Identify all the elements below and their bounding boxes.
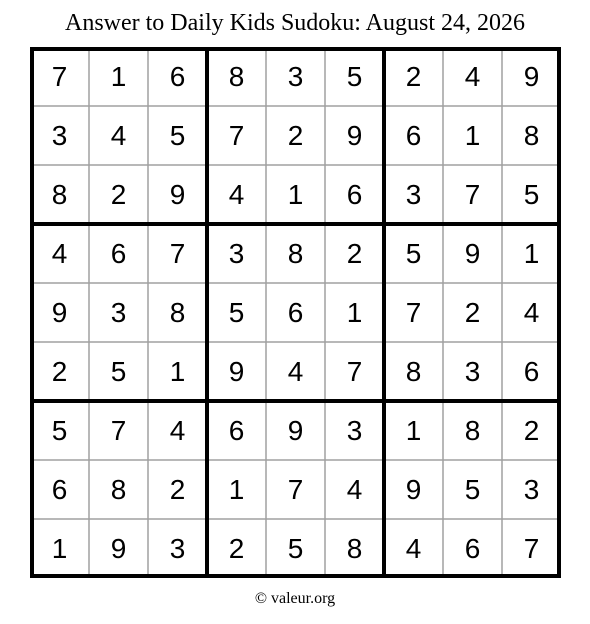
sudoku-cell: 2 <box>464 296 481 328</box>
sudoku-cell: 3 <box>346 414 363 446</box>
sudoku-cell: 1 <box>287 178 304 210</box>
sudoku-cell: 3 <box>523 473 540 505</box>
sudoku-cell: 2 <box>346 237 363 269</box>
sudoku-cell: 6 <box>110 237 127 269</box>
sudoku-cell: 7 <box>110 414 127 446</box>
sudoku-cell: 8 <box>110 473 127 505</box>
sudoku-cell: 7 <box>464 178 481 210</box>
sudoku-cell: 5 <box>110 355 127 387</box>
sudoku-cell: 6 <box>346 178 363 210</box>
sudoku-cell: 5 <box>346 60 363 92</box>
sudoku-cell: 8 <box>287 237 304 269</box>
sudoku-cell: 9 <box>228 355 245 387</box>
sudoku-cell: 2 <box>169 473 186 505</box>
sudoku-cell: 3 <box>110 296 127 328</box>
sudoku-cell: 9 <box>287 414 304 446</box>
sudoku-cell: 8 <box>169 296 186 328</box>
sudoku-cell: 4 <box>405 532 422 564</box>
sudoku-cell: 8 <box>405 355 422 387</box>
sudoku-cell: 6 <box>464 532 481 564</box>
sudoku-cell: 6 <box>169 60 186 92</box>
sudoku-cell: 6 <box>287 296 304 328</box>
sudoku-cell: 9 <box>523 60 540 92</box>
sudoku-cell: 9 <box>51 296 68 328</box>
sudoku-cell: 5 <box>287 532 304 564</box>
sudoku-cell: 5 <box>169 119 186 151</box>
sudoku-cell: 8 <box>346 532 363 564</box>
sudoku-cell: 5 <box>464 473 481 505</box>
sudoku-cell: 7 <box>228 119 245 151</box>
sudoku-cell: 6 <box>405 119 422 151</box>
sudoku-cell: 4 <box>228 178 245 210</box>
sudoku-cell: 4 <box>51 237 68 269</box>
sudoku-cell: 9 <box>110 532 127 564</box>
sudoku-cell: 5 <box>523 178 540 210</box>
sudoku-cell: 9 <box>169 178 186 210</box>
sudoku-cell: 6 <box>523 355 540 387</box>
sudoku-cell: 5 <box>228 296 245 328</box>
sudoku-cell: 1 <box>110 60 127 92</box>
sudoku-cell: 8 <box>523 119 540 151</box>
sudoku-cell: 7 <box>523 532 540 564</box>
sudoku-cell: 5 <box>405 237 422 269</box>
sudoku-cell: 2 <box>287 119 304 151</box>
sudoku-cell: 5 <box>51 414 68 446</box>
sudoku-cell: 2 <box>110 178 127 210</box>
sudoku-cell: 2 <box>523 414 540 446</box>
sudoku-cell: 2 <box>405 60 422 92</box>
sudoku-cell: 7 <box>287 473 304 505</box>
sudoku-cell: 8 <box>51 178 68 210</box>
sudoku-grid <box>30 47 561 578</box>
sudoku-cell: 1 <box>464 119 481 151</box>
sudoku-cell: 6 <box>228 414 245 446</box>
sudoku-cell: 7 <box>51 60 68 92</box>
sudoku-cell: 9 <box>405 473 422 505</box>
sudoku-cell: 6 <box>51 473 68 505</box>
sudoku-cell: 3 <box>169 532 186 564</box>
sudoku-cell: 1 <box>405 414 422 446</box>
sudoku-cell: 3 <box>287 60 304 92</box>
sudoku-cell: 4 <box>464 60 481 92</box>
sudoku-cell: 2 <box>51 355 68 387</box>
sudoku-cell: 1 <box>228 473 245 505</box>
sudoku-cell: 1 <box>523 237 540 269</box>
sudoku-cell: 4 <box>110 119 127 151</box>
sudoku-cell: 7 <box>405 296 422 328</box>
sudoku-cell: 1 <box>51 532 68 564</box>
sudoku-cell: 3 <box>464 355 481 387</box>
sudoku-cell: 7 <box>169 237 186 269</box>
sudoku-cell: 9 <box>346 119 363 151</box>
sudoku-cell: 1 <box>169 355 186 387</box>
sudoku-cell: 4 <box>523 296 540 328</box>
sudoku-cell: 2 <box>228 532 245 564</box>
sudoku-cell: 8 <box>228 60 245 92</box>
sudoku-cell: 7 <box>346 355 363 387</box>
sudoku-cell: 4 <box>169 414 186 446</box>
sudoku-cell: 4 <box>287 355 304 387</box>
sudoku-cell: 3 <box>51 119 68 151</box>
sudoku-cell: 8 <box>464 414 481 446</box>
page-title: Answer to Daily Kids Sudoku: August 24, 2026 <box>64 10 525 36</box>
sudoku-cell: 1 <box>346 296 363 328</box>
sudoku-cell: 9 <box>464 237 481 269</box>
credit-text: © valeur.org <box>254 590 336 607</box>
sudoku-cell: 4 <box>346 473 363 505</box>
sudoku-cell: 3 <box>405 178 422 210</box>
sudoku-cell: 3 <box>228 237 245 269</box>
